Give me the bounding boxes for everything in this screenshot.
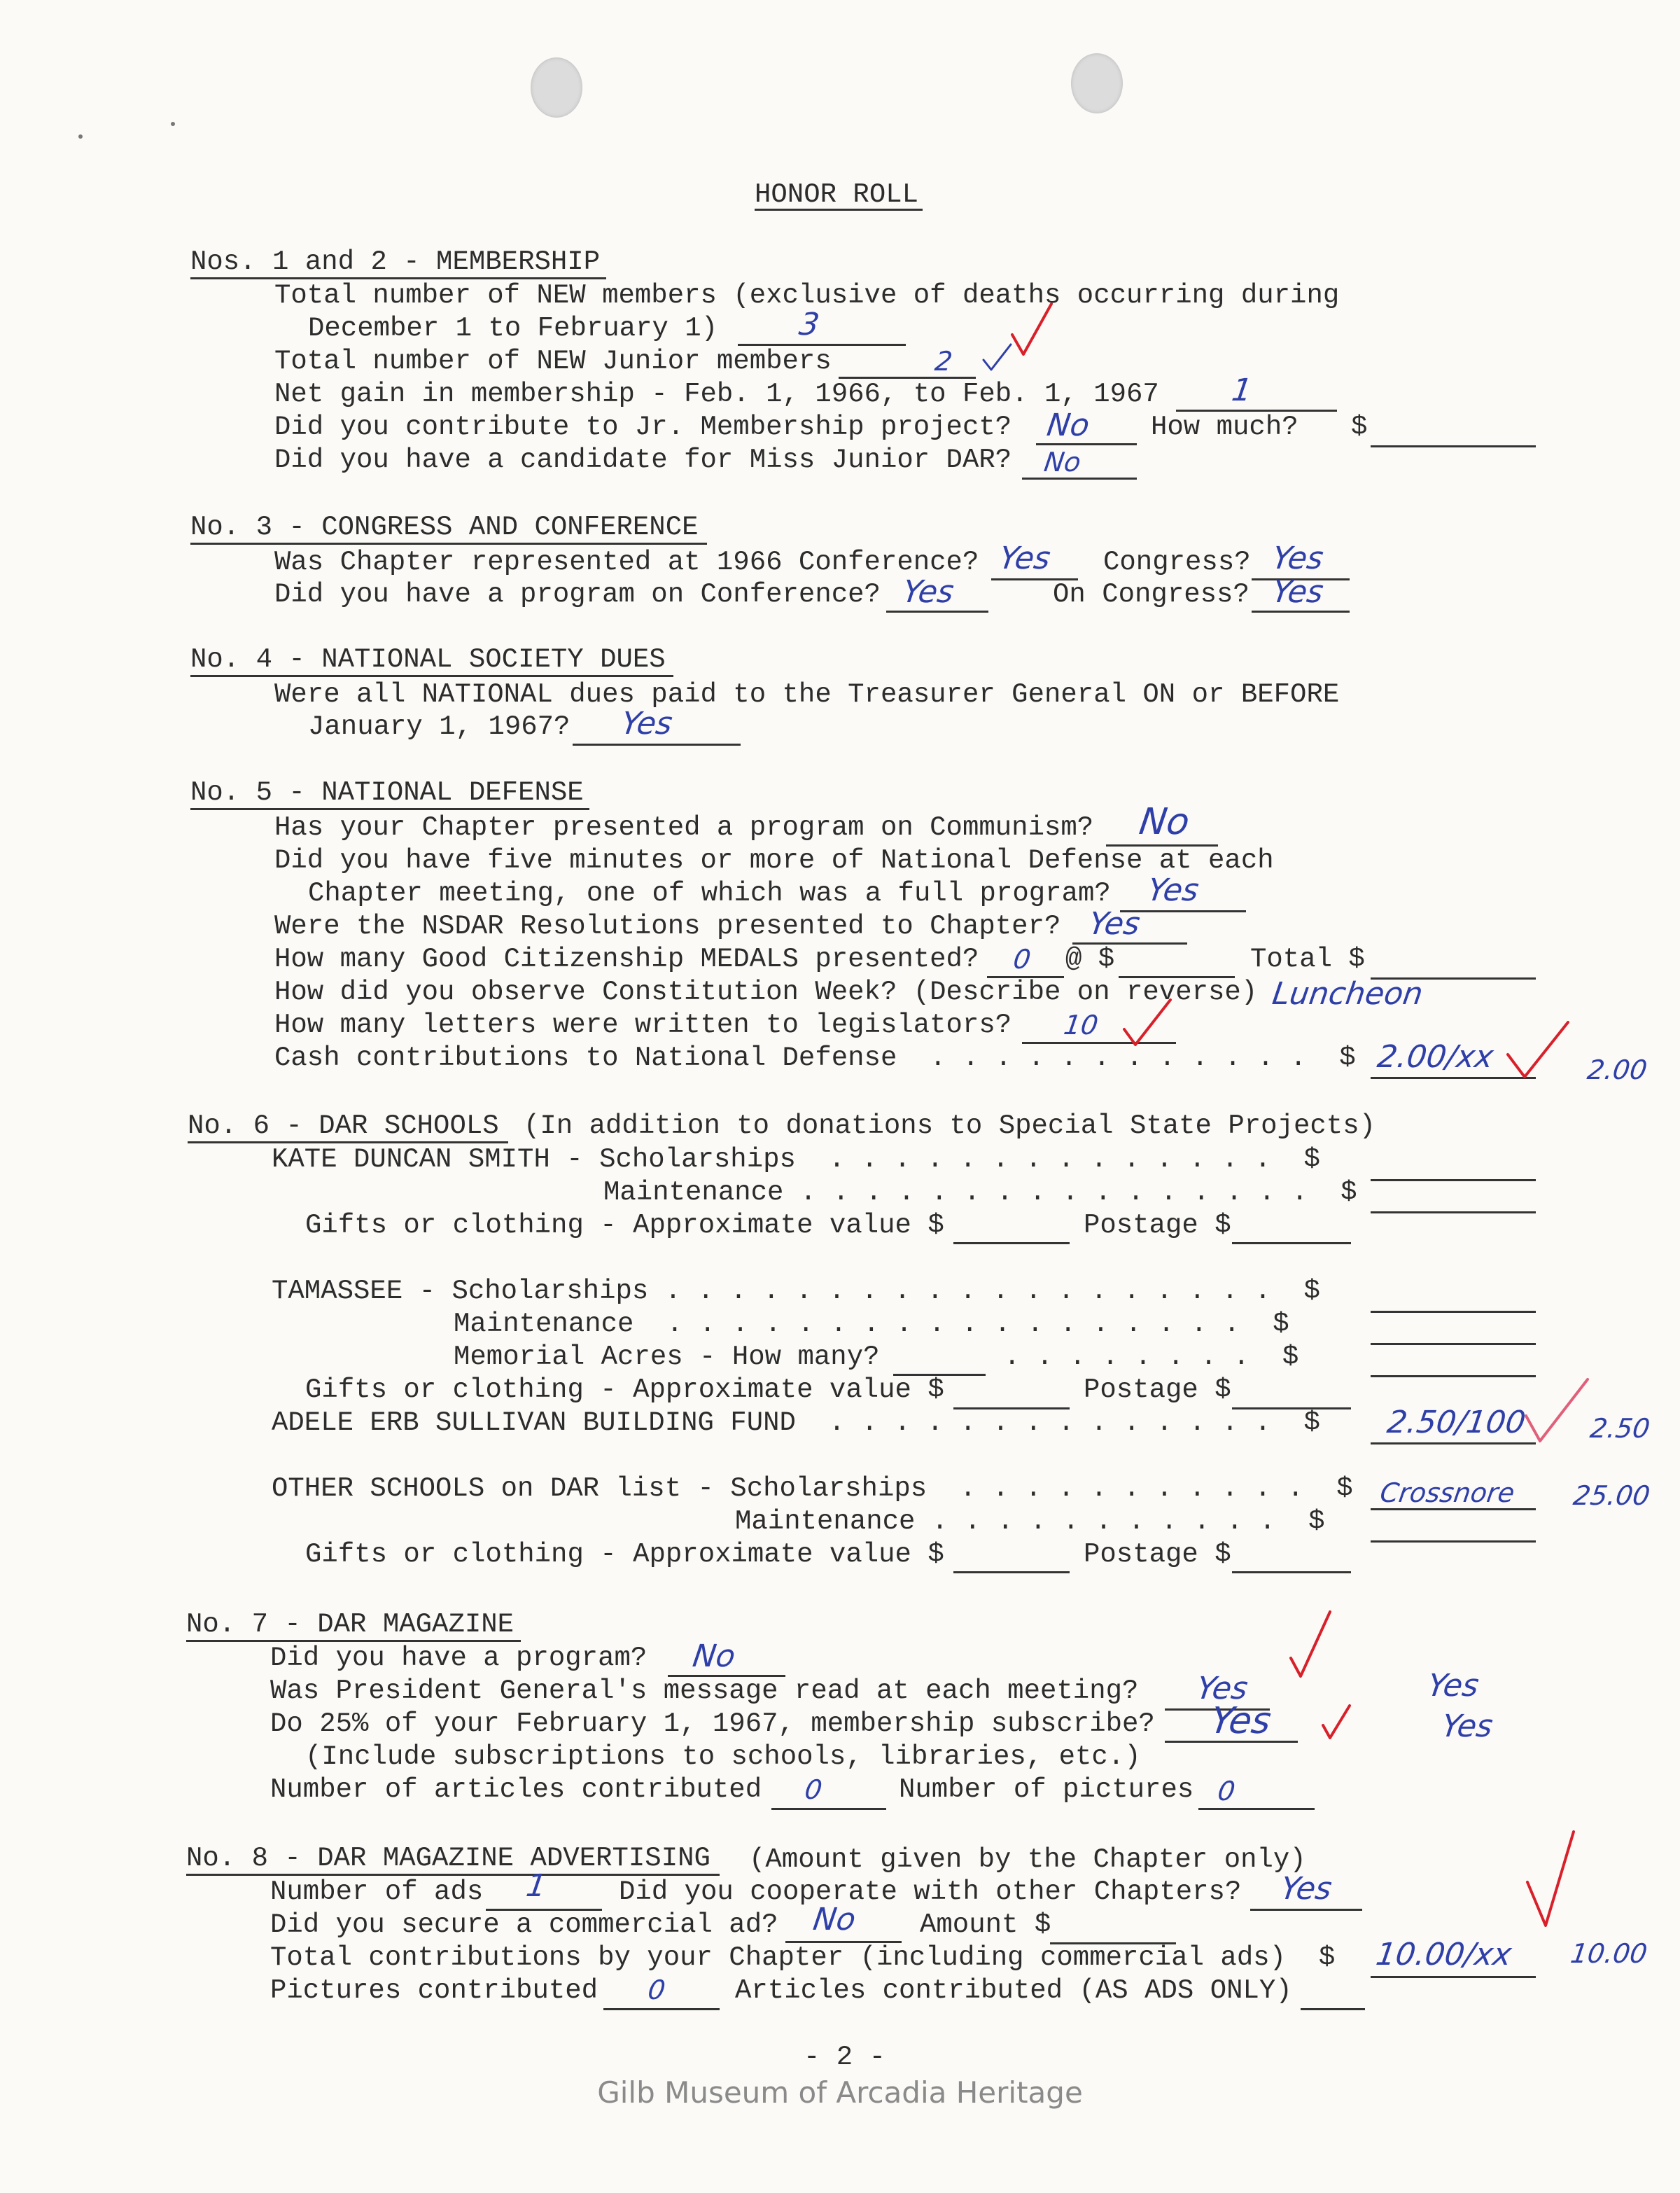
speck xyxy=(78,134,83,139)
checkmark-icon xyxy=(1504,1015,1574,1085)
blank-line xyxy=(1371,1211,1536,1213)
dues-line-1: Were all NATIONAL dues paid to the Treasurer General ON or BEFORE xyxy=(274,679,1340,710)
defense-line-1: Has your Chapter presented a program on Communism? xyxy=(274,812,1094,843)
defense-line-5: How many Good Citizenship MEDALS presented? xyxy=(274,944,979,975)
answer-five-minutes: Yes xyxy=(1145,872,1201,908)
answer-communism: No xyxy=(1136,801,1192,843)
speck xyxy=(171,122,175,126)
advertising-amount-label: Amount $ xyxy=(920,1909,1051,1940)
defense-line-2: Did you have five minutes or more of National Defense at each xyxy=(274,845,1274,876)
kate-duncan-smith-gifts: Gifts or clothing - Approximate value $ xyxy=(305,1210,944,1241)
blank-line xyxy=(603,2008,720,2010)
defense-line-8: Cash contributions to National Defense . . . . . . . . . . . . $ xyxy=(274,1043,1356,1073)
blank-line xyxy=(1371,445,1536,447)
kate-duncan-smith-postage: Postage $ xyxy=(1084,1210,1231,1241)
heading-underline xyxy=(188,1141,508,1143)
answer-program-conference: Yes xyxy=(900,574,956,610)
tamassee-memorial-dots: . . . . . . . . $ xyxy=(1004,1342,1299,1372)
heading-underline xyxy=(186,1640,521,1642)
answer-total-contributions: 10.00/xx xyxy=(1373,1937,1514,1972)
blank-line xyxy=(1252,611,1350,613)
membership-line-2: December 1 to February 1) xyxy=(308,313,718,344)
magazine-line-4: (Include subscriptions to schools, libraries, etc.) xyxy=(305,1741,1141,1772)
heading-underline xyxy=(190,675,673,677)
tamassee-gifts: Gifts or clothing - Approximate value $ xyxy=(305,1374,944,1405)
heading-underline xyxy=(190,277,606,279)
blank-line xyxy=(1232,1571,1351,1573)
membership-line-4: Net gain in membership - Feb. 1, 1966, to Feb. 1, 1967 xyxy=(274,379,1159,410)
tamassee-memorial-acres: Memorial Acres - How many? xyxy=(454,1342,880,1372)
magazine-line-3: Do 25% of your February 1, 1967, membership subscribe? xyxy=(270,1708,1155,1739)
answer-junior-members: 2 xyxy=(932,346,955,377)
advertising-commercial-label: Did you secure a commercial ad? xyxy=(270,1909,778,1940)
blank-line xyxy=(953,1242,1070,1244)
answer-candidate: No xyxy=(1042,447,1083,478)
magazine-line-1: Did you have a program? xyxy=(270,1643,648,1673)
advertising-pictures-label: Pictures contributed xyxy=(270,1975,598,2006)
checkmark-icon xyxy=(1522,1374,1592,1451)
checkmark-icon xyxy=(1287,1608,1336,1685)
membership-line-3: Total number of NEW Junior members xyxy=(274,346,832,377)
answer-constitution-week: Luncheon xyxy=(1270,976,1425,1012)
other-schools-gifts: Gifts or clothing - Approximate value $ xyxy=(305,1539,944,1570)
defense-line-6: How did you observe Constitution Week? (Describe on reverse) xyxy=(274,977,1258,1008)
defense-line-3: Chapter meeting, one of which was a full program? xyxy=(308,878,1111,909)
margin-note-cash: 2.00 xyxy=(1585,1054,1649,1085)
tamassee-maintenance: Maintenance . . . . . . . . . . . . . . . . . . $ xyxy=(454,1309,1289,1339)
advertising-heading-note: (Amount given by the Chapter only) xyxy=(749,1844,1306,1875)
how-much-label: How much? xyxy=(1151,412,1298,443)
punch-hole xyxy=(1071,53,1123,113)
margin-note-other: 25.00 xyxy=(1571,1480,1652,1511)
answer-magazine-program: No xyxy=(690,1638,738,1674)
magazine-articles-label: Number of articles contributed xyxy=(270,1774,762,1805)
answer-congress: Yes xyxy=(1270,541,1326,576)
heading-underline xyxy=(186,1874,720,1876)
title-underline xyxy=(755,209,923,211)
defense-line-4: Were the NSDAR Resolutions presented to Chapter? xyxy=(274,911,1061,942)
dues-line-2: January 1, 1967? xyxy=(308,711,570,742)
section-heading-membership: Nos. 1 and 2 - MEMBERSHIP xyxy=(190,246,601,277)
other-schools-postage: Postage $ xyxy=(1084,1539,1231,1570)
answer-commercial-ad: No xyxy=(811,1902,858,1937)
page-number: - 2 - xyxy=(804,2042,886,2073)
answer-jr-contribution: No xyxy=(1044,408,1092,443)
blank-line xyxy=(1301,2008,1365,2010)
heading-underline xyxy=(190,808,589,810)
answer-other-schools: Crossnore xyxy=(1378,1477,1517,1508)
blank-line xyxy=(1371,1375,1536,1377)
section-heading-advertising: No. 8 - DAR MAGAZINE ADVERTISING xyxy=(186,1843,710,1874)
kate-duncan-smith-maintenance: Maintenance . . . . . . . . . . . . . . . . $ xyxy=(603,1177,1357,1208)
answer-medals: 0 xyxy=(1011,944,1033,975)
at-dollar-label: @ $ xyxy=(1065,944,1115,975)
answer-conference: Yes xyxy=(997,541,1053,576)
margin-note-total: 10.00 xyxy=(1568,1938,1649,1969)
heading-underline xyxy=(190,543,707,545)
membership-line-5: Did you contribute to Jr. Membership project? xyxy=(274,412,1012,443)
answer-ad-pictures: 0 xyxy=(645,1975,668,2005)
other-schools-scholarships: OTHER SCHOOLS on DAR list - Scholarships . . . . . . . . . . . $ xyxy=(272,1473,1353,1504)
schools-heading-note: (In addition to donations to Special State Projects) xyxy=(524,1111,1376,1141)
blank-line xyxy=(1250,1909,1362,1911)
advertising-total-label: Total contributions by your Chapter (including commercial ads) $ xyxy=(270,1942,1336,1973)
blank-line xyxy=(1232,1242,1351,1244)
dollar-sign: $ xyxy=(1351,412,1368,443)
section-heading-congress: No. 3 - CONGRESS AND CONFERENCE xyxy=(190,512,699,543)
punch-hole xyxy=(531,57,582,118)
blank-line xyxy=(1371,1311,1536,1313)
section-heading-dues: No. 4 - NATIONAL SOCIETY DUES xyxy=(190,644,666,675)
tamassee-postage: Postage $ xyxy=(1084,1374,1231,1405)
answer-dues: Yes xyxy=(619,706,675,742)
blank-line xyxy=(771,1808,886,1810)
magazine-line-2: Was President General's message read at each meeting? xyxy=(270,1676,1139,1706)
answer-program-congress: Yes xyxy=(1270,574,1326,610)
blank-line xyxy=(573,744,741,746)
checkmark-icon xyxy=(1523,1828,1579,1933)
section-heading-schools: No. 6 - DAR SCHOOLS xyxy=(188,1111,499,1141)
checkmark-icon xyxy=(1319,1701,1354,1743)
answer-subscribe: Yes xyxy=(1208,1700,1274,1742)
section-heading-defense: No. 5 - NATIONAL DEFENSE xyxy=(190,777,584,808)
membership-line-1: Total number of NEW members (exclusive of deaths occurring during xyxy=(274,280,1340,311)
defense-line-7: How many letters were written to legislators? xyxy=(274,1010,1012,1040)
answer-president-message: Yes xyxy=(1194,1671,1250,1706)
blank-line xyxy=(1371,1976,1536,1978)
blank-line xyxy=(1371,1179,1536,1181)
answer-net-gain: 1 xyxy=(1229,373,1254,408)
museum-watermark: Gilb Museum of Arcadia Heritage xyxy=(597,2075,1083,2110)
answer-new-members: 3 xyxy=(797,307,822,342)
margin-note-yes-2: Yes xyxy=(1439,1708,1495,1744)
checkmark-icon xyxy=(1120,994,1176,1050)
blank-line xyxy=(1371,1540,1536,1543)
on-congress-label: On Congress? xyxy=(1053,579,1250,610)
answer-cash-defense: 2.00/xx xyxy=(1375,1039,1496,1075)
membership-line-6: Did you have a candidate for Miss Junior DAR? xyxy=(274,445,1012,475)
blank-line xyxy=(886,611,988,613)
blank-line xyxy=(1022,478,1137,480)
congress-line-1: Was Chapter represented at 1966 Conference? xyxy=(274,547,979,578)
congress-line-2: Did you have a program on Conference? xyxy=(274,579,881,610)
advertising-cooperate-label: Did you cooperate with other Chapters? xyxy=(619,1877,1242,1907)
congress-label: Congress? xyxy=(1103,547,1251,578)
magazine-pictures-label: Number of pictures xyxy=(899,1774,1194,1805)
advertising-ads-label: Number of ads xyxy=(270,1877,484,1907)
answer-resolutions: Yes xyxy=(1086,906,1142,942)
checkmark-icon xyxy=(980,339,1015,374)
margin-note-yes-1: Yes xyxy=(1425,1668,1481,1704)
blank-line xyxy=(1198,1808,1315,1810)
blank-line xyxy=(1371,1343,1536,1345)
answer-cooperate: Yes xyxy=(1278,1871,1334,1907)
checkmark-icon xyxy=(1008,300,1057,363)
adele-erb-sullivan-fund: ADELE ERB SULLIVAN BUILDING FUND . . . . . . . . . . . . . . $ xyxy=(272,1407,1320,1438)
answer-letters: 10 xyxy=(1061,1010,1100,1040)
answer-adele-erb-sullivan: 2.50/100 xyxy=(1385,1405,1528,1440)
blank-line xyxy=(953,1571,1070,1573)
advertising-articles-label: Articles contributed (AS ADS ONLY) xyxy=(735,1975,1292,2006)
total-dollar-label: Total $ xyxy=(1250,944,1365,975)
other-schools-maintenance: Maintenance . . . . . . . . . . . $ xyxy=(735,1506,1325,1537)
margin-note-aes: 2.50 xyxy=(1588,1413,1652,1444)
tamassee-scholarships: TAMASSEE - Scholarships . . . . . . . . . . . . . . . . . . . $ xyxy=(272,1276,1320,1307)
page-title: HONOR ROLL xyxy=(755,179,919,210)
answer-pictures: 0 xyxy=(1215,1776,1238,1806)
blank-line xyxy=(1371,1442,1536,1444)
answer-articles: 0 xyxy=(802,1774,825,1805)
section-heading-magazine: No. 7 - DAR MAGAZINE xyxy=(186,1609,514,1640)
answer-number-ads: 1 xyxy=(524,1868,549,1904)
kate-duncan-smith-scholarships: KATE DUNCAN SMITH - Scholarships . . . . . . . . . . . . . . $ xyxy=(272,1144,1320,1175)
